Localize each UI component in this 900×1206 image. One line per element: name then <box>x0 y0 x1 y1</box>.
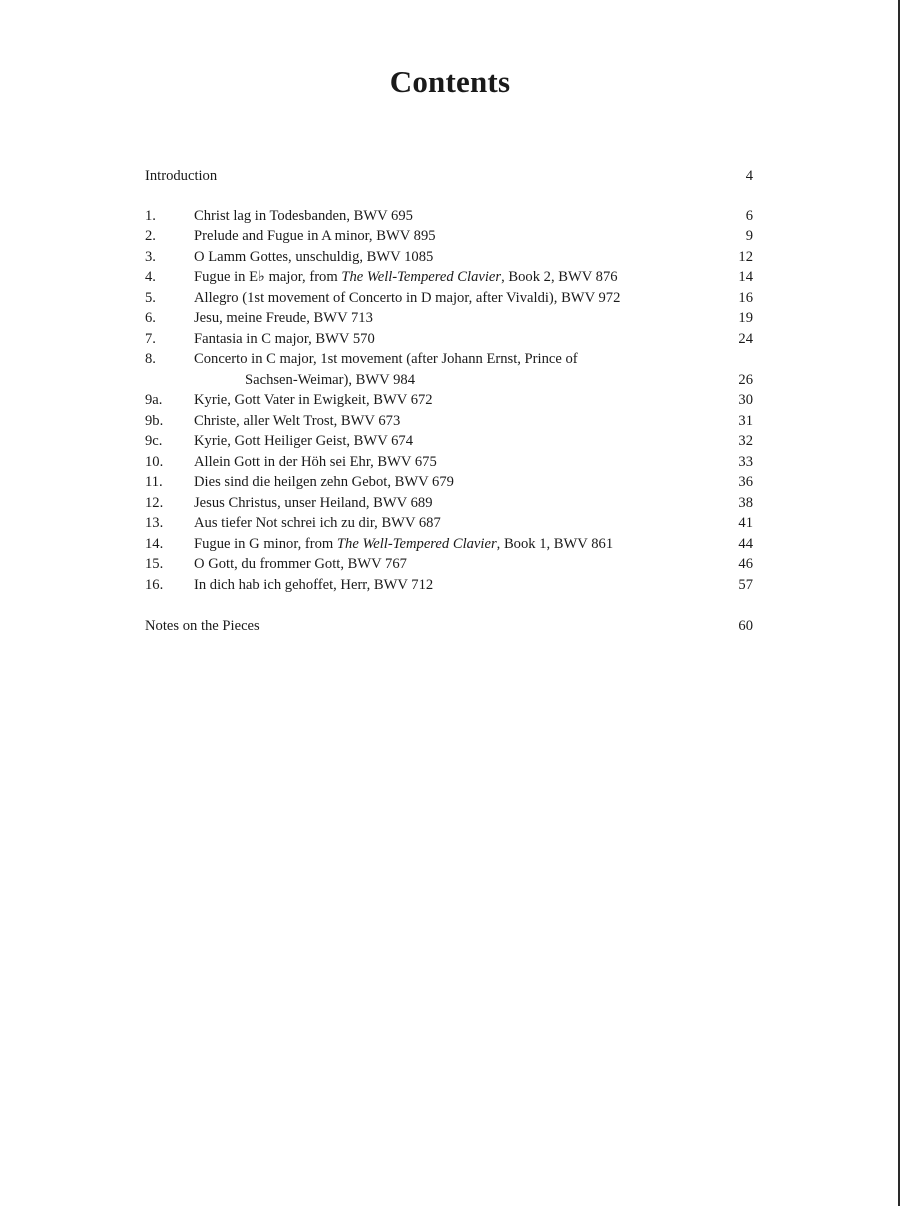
toc-items-list <box>145 206 753 596</box>
toc-entry-title-segment: Prelude and Fugue in A minor, BWV 895 <box>194 228 436 244</box>
toc-entry-title-segment: Fantasia in C major, BWV 570 <box>194 330 375 347</box>
toc-page-number: 24 <box>738 330 753 347</box>
toc-entry-title <box>194 308 373 329</box>
toc-entry-title <box>194 575 433 596</box>
toc-entry[interactable] <box>145 513 753 534</box>
toc-page-number: 6 <box>745 207 753 224</box>
toc-entry-title-segment: Dies sind die heilgen zehn Gebot, BWV 679 <box>194 474 454 490</box>
toc-page-number: 44 <box>738 535 753 552</box>
toc-entry-title-segment: , Book 2, BWV 876 <box>501 269 618 285</box>
table-of-contents <box>145 166 753 636</box>
toc-entry[interactable] <box>145 452 753 473</box>
toc-entry-title-segment: Jesus Christus, unser Heiland, BWV 689 <box>194 494 433 511</box>
toc-entry-title-italic: The Well-Tempered Clavier <box>336 535 497 552</box>
toc-entry-title-segment: Kyrie, Gott Vater in Ewigkeit, BWV 672 <box>194 392 433 408</box>
toc-entry-title-segment: Aus tiefer Not schrei ich zu dir, BWV 687 <box>194 515 441 531</box>
toc-entry-continuation[interactable] <box>145 370 753 391</box>
toc-entry-number: 13. <box>145 515 164 531</box>
toc-entry[interactable] <box>145 472 753 493</box>
toc-entry-title <box>194 554 407 575</box>
toc-entry-title <box>194 472 454 493</box>
toc-entry-label: Notes on the Pieces <box>145 617 260 634</box>
toc-entry-title <box>194 247 433 268</box>
toc-entry-number: 15. <box>145 556 164 572</box>
toc-entry[interactable] <box>145 226 753 247</box>
toc-entry-number: 10. <box>145 453 164 470</box>
toc-entry-title-segment: Allegro (1st movement of Concerto in D major, after Vivaldi), BWV 972 <box>194 289 621 306</box>
toc-entry-title <box>194 390 433 411</box>
toc-entry-number: 3. <box>145 248 156 265</box>
toc-entry[interactable] <box>145 308 753 329</box>
toc-entry[interactable] <box>145 554 753 575</box>
toc-entry-title-segment: Concerto in C major, 1st movement (after Johann Ernst, Prince of <box>194 351 578 367</box>
toc-page-number: 30 <box>738 392 753 408</box>
toc-entry-number: 9b. <box>145 412 164 429</box>
toc-entry-title-segment: Christ lag in Todesbanden, BWV 695 <box>194 207 413 224</box>
toc-entry-title-segment: Fugue in E♭ major, from <box>194 269 342 285</box>
page-title: Contents <box>389 64 511 99</box>
toc-page-number: 33 <box>738 453 753 470</box>
toc-entry-title <box>245 370 415 391</box>
spacer <box>145 595 753 616</box>
toc-page-number: 26 <box>738 371 753 388</box>
toc-entry[interactable] <box>145 575 753 596</box>
toc-page-number: 32 <box>738 433 753 449</box>
toc-entry-title-segment: Allein Gott in der Höh sei Ehr, BWV 675 <box>194 453 437 470</box>
toc-page-number: 57 <box>738 576 753 593</box>
toc-entry-title <box>194 206 413 227</box>
toc-entry[interactable] <box>145 329 753 350</box>
toc-page-number: 46 <box>738 556 753 572</box>
toc-entry-title-segment: Jesu, meine Freude, BWV 713 <box>194 310 373 326</box>
toc-entry[interactable] <box>145 431 753 452</box>
toc-entry-title-segment: Christe, aller Welt Trost, BWV 673 <box>194 412 401 429</box>
toc-entry-number: 5. <box>145 289 156 306</box>
toc-entry-title <box>194 493 433 514</box>
toc-entry-number: 9c. <box>145 433 163 449</box>
toc-entry-title <box>194 288 620 309</box>
toc-entry-title <box>194 411 400 432</box>
toc-entry-title-segment: O Lamm Gottes, unschuldig, BWV 1085 <box>194 248 434 265</box>
toc-page-number: 38 <box>738 494 753 511</box>
toc-page-number: 4 <box>745 168 753 184</box>
toc-entry-introduction[interactable] <box>145 166 753 187</box>
toc-entry-label: Introduction <box>145 168 218 184</box>
toc-entry[interactable] <box>145 267 753 288</box>
toc-entry[interactable] <box>145 247 753 268</box>
toc-page-number: 31 <box>738 412 753 429</box>
toc-entry[interactable] <box>145 206 753 227</box>
toc-entry-title-segment: In dich hab ich gehoffet, Herr, BWV 712 <box>194 576 434 593</box>
toc-entry-title-segment: , Book 1, BWV 861 <box>496 535 614 552</box>
toc-entry-number: 12. <box>145 494 164 511</box>
toc-entry[interactable] <box>145 288 753 309</box>
toc-page-number: 60 <box>738 617 753 634</box>
toc-page-number: 36 <box>738 474 753 490</box>
toc-entry-title-segment: Sachsen-Weimar), BWV 984 <box>245 371 415 388</box>
toc-entry-number: 6. <box>145 310 156 326</box>
toc-entry[interactable] <box>145 493 753 514</box>
toc-entry-title-italic: The Well-Tempered Clavier <box>341 269 502 285</box>
toc-entry-number: 1. <box>145 207 156 224</box>
toc-page-number: 12 <box>738 248 753 265</box>
toc-entry-title <box>194 349 578 370</box>
toc-entry-title <box>194 267 618 288</box>
toc-entry[interactable] <box>145 390 753 411</box>
toc-entry-number: 2. <box>145 228 156 244</box>
toc-entry-number: 16. <box>145 576 164 593</box>
toc-entry-title <box>194 431 413 452</box>
toc-page-number: 41 <box>738 515 753 531</box>
toc-page-number: 19 <box>738 310 753 326</box>
toc-entry-number: 8. <box>145 351 156 367</box>
toc-entry-title <box>194 534 613 555</box>
toc-entry-number: 7. <box>145 330 156 347</box>
toc-entry[interactable] <box>145 534 753 555</box>
toc-entry-title <box>194 452 437 473</box>
toc-page-number: 9 <box>745 228 753 244</box>
toc-entry[interactable] <box>145 349 753 370</box>
toc-page-number: 16 <box>738 289 753 306</box>
toc-entry-number: 9a. <box>145 392 163 408</box>
toc-entry-title-segment: Kyrie, Gott Heiliger Geist, BWV 674 <box>194 433 414 449</box>
spacer <box>145 187 753 206</box>
toc-entry[interactable] <box>145 411 753 432</box>
toc-entry-title-segment: O Gott, du frommer Gott, BWV 767 <box>194 556 407 572</box>
toc-entry-title-segment: Fugue in G minor, from <box>194 535 337 552</box>
toc-entry-title <box>194 226 436 247</box>
toc-entry-title <box>194 329 375 350</box>
toc-entry-title <box>194 513 441 534</box>
toc-entry-number: 11. <box>145 474 163 490</box>
toc-entry-notes[interactable] <box>145 616 753 637</box>
toc-entry-number: 4. <box>145 269 156 285</box>
toc-entry-number: 14. <box>145 535 164 552</box>
toc-page-number: 14 <box>738 269 753 285</box>
